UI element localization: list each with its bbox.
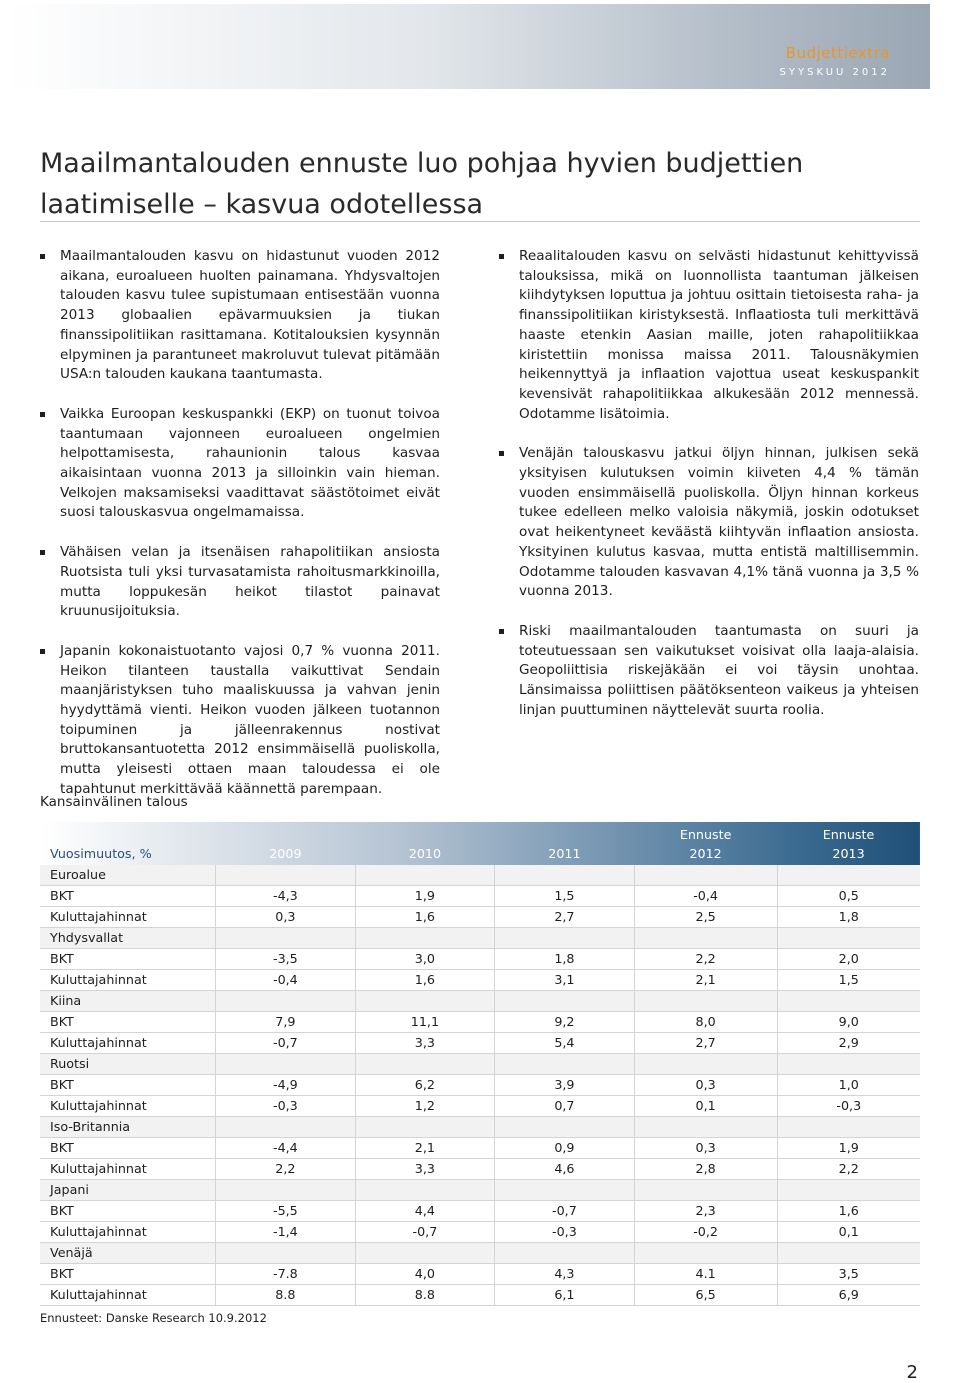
empty-cell	[355, 1180, 495, 1201]
country-name-cell: Yhdysvallat	[40, 928, 216, 949]
value-cell: 9,0	[777, 1012, 920, 1033]
value-cell: 3,3	[355, 1159, 495, 1180]
table-row	[40, 907, 920, 928]
value-cell: 2,8	[634, 1159, 777, 1180]
value-cell: 1,6	[355, 907, 495, 928]
indicator-label-cell: BKT	[40, 886, 216, 907]
value-cell: -0,4	[216, 970, 356, 991]
value-cell: -7.8	[216, 1264, 356, 1285]
economy-table	[40, 822, 920, 1306]
value-cell: 1,6	[355, 970, 495, 991]
value-cell: 0,1	[634, 1096, 777, 1117]
value-cell: -0,4	[634, 886, 777, 907]
indicator-label-cell: Kuluttajahinnat	[40, 1285, 216, 1306]
title-divider	[40, 221, 920, 222]
empty-cell	[777, 1180, 920, 1201]
value-cell: 2,1	[355, 1138, 495, 1159]
value-cell: 8.8	[216, 1285, 356, 1306]
header-label-cell: Vuosimuutos, %	[50, 846, 152, 861]
value-cell: -1,4	[216, 1222, 356, 1243]
page-number: 2	[906, 1362, 918, 1383]
empty-cell	[216, 1117, 356, 1138]
table-row	[40, 1285, 920, 1306]
value-cell: 2,7	[634, 1033, 777, 1054]
indicator-label-cell: BKT	[40, 949, 216, 970]
table-group-row	[40, 1180, 920, 1201]
value-cell: 2,5	[634, 907, 777, 928]
empty-cell	[355, 1054, 495, 1075]
value-cell: -5,5	[216, 1201, 356, 1222]
value-cell: 1,9	[777, 1138, 920, 1159]
empty-cell	[216, 1243, 356, 1264]
empty-cell	[634, 1180, 777, 1201]
value-cell: 5,4	[495, 1033, 635, 1054]
value-cell: 3,9	[495, 1075, 635, 1096]
empty-cell	[495, 1117, 635, 1138]
header-year-label: 2010	[408, 846, 442, 861]
table-body	[40, 865, 920, 1306]
indicator-label-cell: Kuluttajahinnat	[40, 907, 216, 928]
indicator-label-cell: Kuluttajahinnat	[40, 1096, 216, 1117]
value-cell: 4,4	[355, 1201, 495, 1222]
empty-cell	[634, 865, 777, 886]
value-cell: 6,9	[777, 1285, 920, 1306]
page-title-line2: laatimiselle – kasvua odotellessa	[40, 189, 484, 220]
empty-cell	[216, 865, 356, 886]
value-cell: -0,2	[634, 1222, 777, 1243]
header-year-cell	[495, 822, 635, 865]
table-row	[40, 1096, 920, 1117]
empty-cell	[355, 865, 495, 886]
value-cell: -0,7	[355, 1222, 495, 1243]
value-cell: 1,5	[495, 886, 635, 907]
country-name-cell: Iso-Britannia	[40, 1117, 216, 1138]
country-name-cell: Venäjä	[40, 1243, 216, 1264]
value-cell: 2,2	[216, 1159, 356, 1180]
empty-cell	[495, 991, 635, 1012]
empty-cell	[495, 1180, 635, 1201]
value-cell: 0,1	[777, 1222, 920, 1243]
country-name-cell: Japani	[40, 1180, 216, 1201]
empty-cell	[634, 1117, 777, 1138]
table-row	[40, 1264, 920, 1285]
empty-cell	[495, 865, 635, 886]
header-forecast-cell	[634, 822, 777, 865]
indicator-label-cell: BKT	[40, 1201, 216, 1222]
value-cell: 4,3	[495, 1264, 635, 1285]
publication-date: SYYSKUU 2012	[779, 67, 890, 78]
indicator-label-cell: BKT	[40, 1075, 216, 1096]
country-name-cell: Kiina	[40, 991, 216, 1012]
value-cell: 1,0	[777, 1075, 920, 1096]
value-cell: 3,3	[355, 1033, 495, 1054]
table-group-row	[40, 991, 920, 1012]
value-cell: 6,5	[634, 1285, 777, 1306]
table-row	[40, 1033, 920, 1054]
empty-cell	[777, 1054, 920, 1075]
value-cell: 4,6	[495, 1159, 635, 1180]
indicator-label-cell: BKT	[40, 1264, 216, 1285]
header-year-cell	[355, 822, 495, 865]
table-row	[40, 1138, 920, 1159]
value-cell: 6,2	[355, 1075, 495, 1096]
value-cell: 9,2	[495, 1012, 635, 1033]
value-cell: -0,3	[777, 1096, 920, 1117]
value-cell: 3,0	[355, 949, 495, 970]
table-source-note: Ennusteet: Danske Research 10.9.2012	[40, 1311, 267, 1325]
value-cell: 1,8	[495, 949, 635, 970]
table-row	[40, 1222, 920, 1243]
table-row	[40, 886, 920, 907]
empty-cell	[216, 1180, 356, 1201]
value-cell: 0,3	[634, 1138, 777, 1159]
empty-cell	[634, 1243, 777, 1264]
empty-cell	[355, 928, 495, 949]
table-header-row	[40, 822, 920, 865]
header-year-cell	[216, 822, 356, 865]
value-cell: -4,3	[216, 886, 356, 907]
table-group-row	[40, 1243, 920, 1264]
empty-cell	[777, 865, 920, 886]
value-cell: -0,7	[216, 1033, 356, 1054]
country-name-cell: Euroalue	[40, 865, 216, 886]
value-cell: -0,7	[495, 1201, 635, 1222]
value-cell: 0,3	[634, 1075, 777, 1096]
country-name-cell: Ruotsi	[40, 1054, 216, 1075]
empty-cell	[495, 1243, 635, 1264]
value-cell: 6,1	[495, 1285, 635, 1306]
value-cell: 2,2	[634, 949, 777, 970]
indicator-label-cell: BKT	[40, 1138, 216, 1159]
left-column	[40, 247, 440, 820]
value-cell: 0,7	[495, 1096, 635, 1117]
bullet-paragraph: Vähäisen velan ja itsenäisen rahapolitiikan ansiosta Ruotsista tuli yksi turvasatamista rahoitusmarkkinoilla, mutta loppukesän heikot tilastot painavat kruunusijoituksia.	[40, 543, 440, 622]
table-row	[40, 970, 920, 991]
page-title	[40, 143, 920, 225]
indicator-label-cell: Kuluttajahinnat	[40, 1033, 216, 1054]
empty-cell	[216, 991, 356, 1012]
value-cell: 4,0	[355, 1264, 495, 1285]
indicator-label-cell: BKT	[40, 1012, 216, 1033]
empty-cell	[495, 1054, 635, 1075]
header-banner	[6, 4, 930, 89]
empty-cell	[355, 1117, 495, 1138]
bullet-paragraph: Venäjän talouskasvu jatkui öljyn hinnan, julkisen sekä yksityisen kulutuksen voimin kiiveten 4,4 % tämän vuoden ensimmäisellä puoliskolla. Öljyn hinnan korkeus tukee edelleen melko valoisia näkymiä, joskin odotukset ovat heikentyneet keväästä kiihtyvän inflaation ansiosta. Yksityinen kulutus kasvaa, mutta entistä maltillisemmin. Odotamme talouden kasvavan 4,1% tänä vuonna ja 3,5 % vuonna 2013.	[499, 444, 919, 602]
header-year-label: 2012	[689, 846, 722, 861]
value-cell: 0,9	[495, 1138, 635, 1159]
bullet-paragraph: Japanin kokonaistuotanto vajosi 0,7 % vuonna 2011. Heikon tilanteen taustalla vaikuttivat Sendain maanjäristyksen tuho maaliskuussa ja vahvan jenin hyydyttämä vienti. Heikon vuoden jälkeen tuotannon toipuminen ja jälleenrakennus nostivat bruttokansantuotetta 2012 ensimmäisellä puoliskolla, mutta yleisesti ottaen maan taloudessa ei ole tapahtunut merkittävää käännettä parempaan.	[40, 642, 440, 800]
value-cell: 1,8	[777, 907, 920, 928]
page-title-line1: Maailmantalouden ennuste luo pohjaa hyvien budjettien	[40, 148, 804, 179]
table-row	[40, 1201, 920, 1222]
value-cell: 3,1	[495, 970, 635, 991]
header-year-label: 2009	[269, 846, 302, 861]
economy-table-container	[40, 822, 920, 1306]
bullet-paragraph: Vaikka Euroopan keskuspankki (EKP) on tuonut toivoa taantumaan vajonneen euroalueen ongelmien helpottamisesta, rahaunionin talous kasvaa aikaisintaan vuonna 2013 ja silloinkin vain hieman. Velkojen maksamiseksi vaadittavat säästötoimet eivät suosi talouskasvua ongelmamaissa.	[40, 405, 440, 523]
value-cell: 1,6	[777, 1201, 920, 1222]
empty-cell	[634, 928, 777, 949]
value-cell: 3,5	[777, 1264, 920, 1285]
table-group-row	[40, 1117, 920, 1138]
table-title: Kansainvälinen talous	[40, 794, 188, 810]
table-group-row	[40, 928, 920, 949]
empty-cell	[634, 1054, 777, 1075]
indicator-label-cell: Kuluttajahinnat	[40, 1222, 216, 1243]
value-cell: 2,3	[634, 1201, 777, 1222]
value-cell: 2,2	[777, 1159, 920, 1180]
bullet-paragraph: Maailmantalouden kasvu on hidastunut vuoden 2012 aikana, euroalueen huolten painamana. Yhdysvaltojen talouden kasvu tulee supistumaan entisestään vuonna 2013 globaalien epävarmuuksien ja tiukan finanssipolitiikan rasittamana. Kotitalouksien kysynnän elpyminen ja parantuneet makroluvut tulevat pitämään USA:n talouden kaukana taantumasta.	[40, 247, 440, 385]
empty-cell	[495, 928, 635, 949]
indicator-label-cell: Kuluttajahinnat	[40, 1159, 216, 1180]
table-row	[40, 1075, 920, 1096]
value-cell: 1,9	[355, 886, 495, 907]
value-cell: 2,0	[777, 949, 920, 970]
value-cell: 2,1	[634, 970, 777, 991]
empty-cell	[777, 991, 920, 1012]
empty-cell	[216, 928, 356, 949]
value-cell: 0,3	[216, 907, 356, 928]
value-cell: -4,4	[216, 1138, 356, 1159]
empty-cell	[216, 1054, 356, 1075]
value-cell: 7,9	[216, 1012, 356, 1033]
bullet-paragraph: Riski maailmantalouden taantumasta on suuri ja toteutuessaan sen vaikutukset voisivat olla laaja-alaisia. Geopoliittisia riskejäkään ei voi täysin unohtaa. Länsimaissa poliittisen päätöksenteon vaikeus ja yhteisen linjan puuttuminen näyttelevät suurta roolia.	[499, 622, 919, 721]
value-cell: 0,5	[777, 886, 920, 907]
empty-cell	[777, 928, 920, 949]
empty-cell	[777, 1243, 920, 1264]
table-row	[40, 949, 920, 970]
value-cell: 2,7	[495, 907, 635, 928]
header-forecast-cell	[777, 822, 920, 865]
header-forecast-label: Ennuste	[679, 827, 732, 842]
value-cell: 8.8	[355, 1285, 495, 1306]
value-cell: -4,9	[216, 1075, 356, 1096]
value-cell: -0,3	[216, 1096, 356, 1117]
empty-cell	[355, 991, 495, 1012]
table-group-row	[40, 865, 920, 886]
value-cell: -0,3	[495, 1222, 635, 1243]
bullet-paragraph: Reaalitalouden kasvu on selvästi hidastunut kehittyvissä talouksissa, mikä on luonnollista taantuman jälkeisen kiihdytyksen loputtua ja johtuu osittain tietoisesta raha- ja finanssipolitiikan kiristyksestä. Inflaatiosta tuli merkittävä haaste etenkin Aasian maille, joten rahapolitiikkaa kiristettiin monissa maissa 2011. Talousnäkymien heikennyttyä ja inflaation vajottua useat keskuspankit kevensivät rahapolitiikkaa alkukesään 2012 mennessä. Odotamme lisätoimia.	[499, 247, 919, 424]
right-column	[499, 247, 919, 740]
publication-name: Budjettiextra	[785, 44, 890, 62]
value-cell: 8,0	[634, 1012, 777, 1033]
value-cell: 1,5	[777, 970, 920, 991]
table-group-row	[40, 1054, 920, 1075]
empty-cell	[777, 1117, 920, 1138]
empty-cell	[355, 1243, 495, 1264]
value-cell: -3,5	[216, 949, 356, 970]
empty-cell	[634, 991, 777, 1012]
table-row	[40, 1012, 920, 1033]
value-cell: 4.1	[634, 1264, 777, 1285]
table-row	[40, 1159, 920, 1180]
value-cell: 11,1	[355, 1012, 495, 1033]
header-year-label: 2013	[832, 846, 865, 861]
header-forecast-label: Ennuste	[822, 827, 875, 842]
indicator-label-cell: Kuluttajahinnat	[40, 970, 216, 991]
value-cell: 2,9	[777, 1033, 920, 1054]
header-year-label: 2011	[548, 846, 581, 861]
value-cell: 1,2	[355, 1096, 495, 1117]
